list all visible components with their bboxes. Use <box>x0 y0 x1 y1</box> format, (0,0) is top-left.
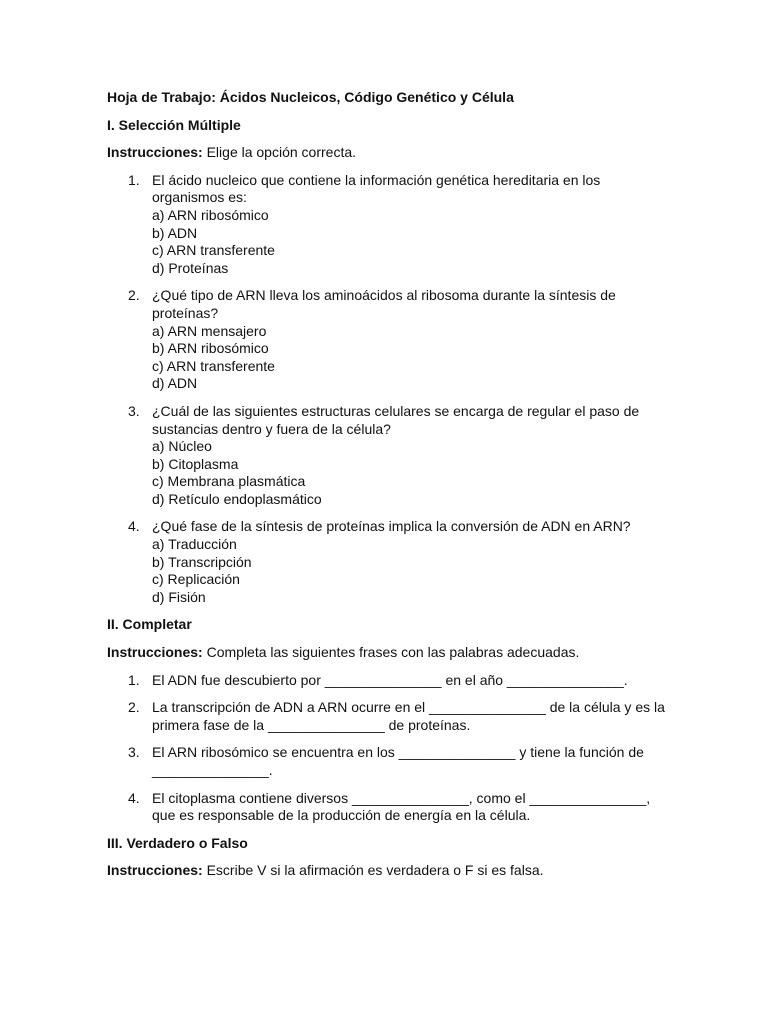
fill-in-text: La transcripción de ADN a ARN ocurre en el _______________ de la célula y es la primera fase de la _______________ de proteínas. <box>152 699 665 733</box>
answer-option: a) Traducción <box>152 536 237 553</box>
fill-in-text: El citoplasma contiene diversos _______________, como el _______________, que es responsable de la producción de energía en la célula. <box>152 789 651 824</box>
fill-in-text: El ARN ribosómico se encuentra en los _______________ y tiene la función de _______________. <box>152 744 644 778</box>
question-number: 1. <box>128 671 140 688</box>
answer-option: b) Transcripción <box>152 553 252 570</box>
question-number: 4. <box>128 789 140 806</box>
fill-in-item <box>107 744 667 779</box>
answer-option: c) ARN transferente <box>152 357 275 374</box>
question-item <box>107 172 667 278</box>
answer-option: d) Proteínas <box>152 259 229 276</box>
question-text: El ácido nucleico que contiene la información genética hereditaria en los organismos es: <box>152 171 601 206</box>
section-heading-multiple-choice: I. Selección Múltiple <box>107 116 241 133</box>
answer-option: b) ARN ribosómico <box>152 340 269 357</box>
answer-option: a) Núcleo <box>152 438 212 455</box>
instructions-text: Escribe V si la afirmación es verdadera o F si es falsa. <box>202 862 544 879</box>
fill-in-text: El ADN fue descubierto por _______________ en el año _______________. <box>152 671 628 688</box>
worksheet-content <box>107 89 667 890</box>
question-number: 2. <box>128 699 140 716</box>
question-text: ¿Qué tipo de ARN lleva los aminoácidos al ribosoma durante la síntesis de proteínas? <box>152 287 616 321</box>
instructions-label: Instrucciones: <box>107 144 203 161</box>
answer-option: c) Membrana plasmática <box>152 473 306 490</box>
answer-option: c) ARN transferente <box>152 242 275 259</box>
answer-option: d) Retículo endoplasmático <box>152 490 322 507</box>
question-text: ¿Qué fase de la síntesis de proteínas implica la conversión de ADN en ARN? <box>152 518 631 535</box>
answer-option: b) ADN <box>152 224 198 241</box>
question-number: 1. <box>128 171 140 188</box>
answer-option: b) Citoplasma <box>152 455 239 472</box>
question-number: 2. <box>128 287 140 304</box>
instructions-label: Instrucciones: <box>107 644 203 661</box>
instructions-label: Instrucciones: <box>107 862 203 879</box>
fill-in-item <box>107 672 667 690</box>
fill-in-item <box>107 699 667 734</box>
instructions-multiple-choice <box>107 144 667 162</box>
instructions-text: Completa las siguientes frases con las palabras adecuadas. <box>202 644 580 661</box>
question-text: ¿Cuál de las siguientes estructuras celulares se encarga de regular el paso de sustancias dentro y fuera de la célula? <box>152 402 640 437</box>
question-number: 3. <box>128 744 140 761</box>
answer-option: d) ADN <box>152 375 198 392</box>
question-item <box>107 518 667 606</box>
fill-in-list <box>107 672 667 825</box>
section-heading-complete: II. Completar <box>107 616 192 633</box>
section-heading-true-false: III. Verdadero o Falso <box>107 834 248 851</box>
answer-option: a) ARN ribosómico <box>152 206 269 223</box>
question-number: 4. <box>128 518 140 535</box>
question-number: 3. <box>128 402 140 419</box>
answer-option: c) Replicación <box>152 571 240 588</box>
instructions-complete <box>107 644 667 662</box>
answer-option: a) ARN mensajero <box>152 322 267 339</box>
multiple-choice-list <box>107 172 667 607</box>
instructions-text: Elige la opción correcta. <box>202 144 357 161</box>
question-item <box>107 287 667 393</box>
fill-in-item <box>107 790 667 825</box>
worksheet-title: Hoja de Trabajo: Ácidos Nucleicos, Código Genético y Célula <box>107 89 514 105</box>
question-item <box>107 403 667 509</box>
instructions-true-false <box>107 862 667 880</box>
answer-option: d) Fisión <box>152 588 206 605</box>
